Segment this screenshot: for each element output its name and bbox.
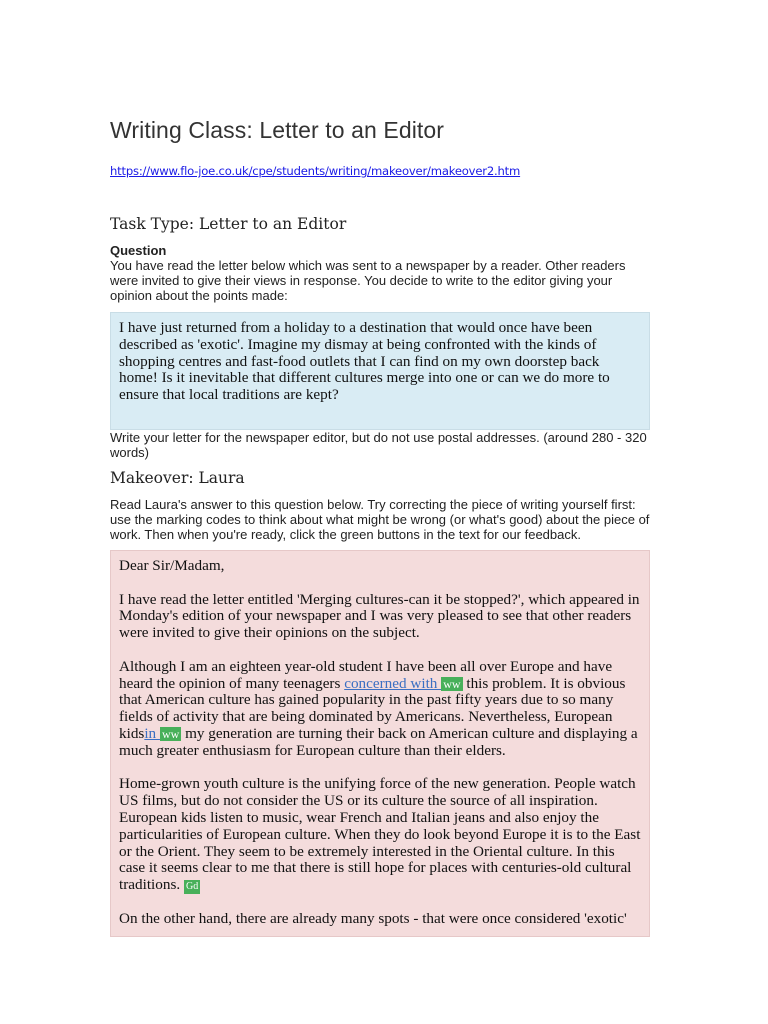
source-link[interactable]: https://www.flo-joe.co.uk/cpe/students/writing/makeover/makeover2.htm bbox=[110, 164, 521, 178]
paragraph-3-text: Home-grown youth culture is the unifying force of the new generation. People watch US films, but do not consider the US or its culture the source of all inspiration. European kids listen to music, wear French and Italian jeans and also enjoy the particularities of European culture. When they do look beyond Europe it is to the East or the Orient. They seem to be extremely interested in the Oriental culture. In this case it seems clear to me that there is still hope for places with centuries-old cultural traditions. bbox=[119, 775, 641, 894]
instruction-text: Write your letter for the newspaper editor, but do not use postal addresses. (around 280 - 320 words) bbox=[110, 430, 647, 460]
marked-phrase-in[interactable]: in bbox=[144, 724, 160, 742]
makeover-intro: Read Laura's answer to this question below. Try correcting the piece of writing yourself first: use the marking codes to think about what might be wrong (or what's good) about the piece of work. Then when you're ready, click the green buttons in the text for our feedback. bbox=[110, 497, 650, 542]
reader-letter-box bbox=[110, 312, 650, 430]
paragraph-2-text-a: Although I am an eighteen year-old student I have been all over Europe and have heard the opinion of many teenagers bbox=[119, 657, 613, 692]
reader-letter-text: I have just returned from a holiday to a destination that would once have been described as 'exotic'. Imagine my dismay at being confronted with the kinds of shopping centres and fast-food outlets that I can find on my own doorstep back home! Is it inevitable that different cultures merge into one or can we do more to ensure that local traditions are kept? bbox=[119, 319, 610, 404]
letter-paragraph-1: I have read the letter entitled 'Merging cultures-can it be stopped?', which appeared in Monday's edition of your newspaper and I was very pleased to see that other readers were invited to give their opinions on the subject. bbox=[119, 590, 640, 642]
question-label: Question bbox=[110, 243, 167, 258]
feedback-button-ww-2[interactable]: ww bbox=[161, 726, 180, 741]
makeover-heading: Makeover: Laura bbox=[110, 469, 245, 487]
letter-paragraph-3 bbox=[119, 776, 641, 894]
feedback-button-ww-1[interactable]: ww bbox=[443, 676, 461, 691]
question-text: You have read the letter below which was sent to a newspaper by a reader. Other readers were invited to give their views in response. You decide to write to the editor giving your opinion about the points made: bbox=[110, 258, 626, 303]
answer-box bbox=[110, 550, 650, 937]
page-title: Writing Class: Letter to an Editor bbox=[110, 117, 445, 143]
marked-phrase-concerned-with[interactable]: concerned with bbox=[344, 674, 442, 692]
letter-paragraph-4: On the other hand, there are already many spots - that were once considered 'exotic' bbox=[119, 909, 627, 927]
answer-letter bbox=[119, 558, 641, 937]
paragraph-2-text-b: this problem. It is obvious that American culture has gained popularity in the past fifty years due to so many fields of activity that are being dominated by Americans. Nevertheless, European kids bbox=[119, 674, 626, 742]
task-type-heading: Task Type: Letter to an Editor bbox=[110, 215, 347, 233]
letter-greeting: Dear Sir/Madam, bbox=[119, 557, 225, 574]
paragraph-2-text-c: my generation are turning their back on American culture and displaying a much greater enthusiasm for European culture than their elders. bbox=[119, 724, 638, 759]
feedback-button-gd[interactable]: Gd bbox=[185, 881, 199, 893]
letter-paragraph-2 bbox=[119, 659, 641, 760]
